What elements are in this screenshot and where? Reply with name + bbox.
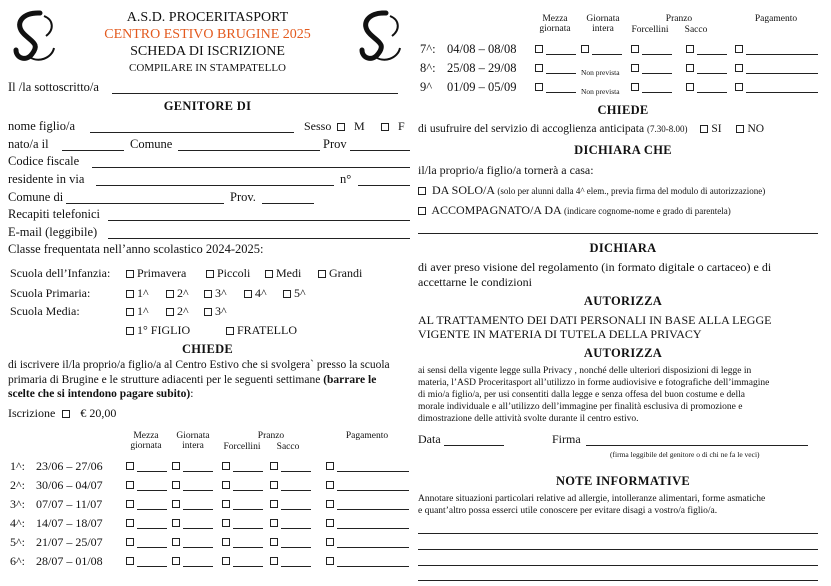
privacy-line: dimostrazione delle attività svolte durante il centro estivo. xyxy=(418,414,639,424)
org-name: A.S.D. PROCERITASPORT xyxy=(126,10,289,25)
checkbox[interactable] xyxy=(265,270,273,278)
firma-note: (firma leggibile del genitore o di chi ne fa le veci) xyxy=(610,450,760,459)
week-option-line xyxy=(281,471,311,472)
sesso-m-option[interactable]: M xyxy=(337,119,365,134)
week-option-line xyxy=(746,73,818,74)
week-option-checkbox[interactable] xyxy=(686,83,694,91)
week-option-line xyxy=(281,490,311,491)
checkbox[interactable] xyxy=(126,270,134,278)
week-option-checkbox[interactable] xyxy=(172,538,180,546)
week-row: 9^ xyxy=(420,80,433,94)
prov2-label: Prov. xyxy=(230,190,256,204)
comune-label: Comune xyxy=(130,137,173,151)
chiede-heading-right: CHIEDE xyxy=(597,103,649,117)
privacy-line: di mio/a figlio/a, per usi consentiti dalla legge e senza offesa del buon costume e della xyxy=(418,390,745,400)
week-option-line xyxy=(183,471,213,472)
week-option-line xyxy=(337,509,409,510)
week-option-checkbox[interactable] xyxy=(270,557,278,565)
infanzia-label: Scuola dell’Infanzia: xyxy=(10,266,111,280)
accompagnato-field[interactable] xyxy=(418,233,818,234)
primaria-3[interactable]: 3^ xyxy=(204,286,227,301)
week-option-line xyxy=(183,509,213,510)
week-option-line xyxy=(281,547,311,548)
comune-di-label: Comune di xyxy=(8,190,64,204)
week-dates: 01/09 – 05/09 xyxy=(447,80,517,94)
week-option-line xyxy=(183,547,213,548)
week-row: 2^: xyxy=(10,478,25,492)
media-3[interactable]: 3^ xyxy=(204,304,227,319)
week-row: 3^: xyxy=(10,497,25,511)
week-option-checkbox[interactable] xyxy=(631,83,639,91)
infanzia-piccoli[interactable]: Piccoli xyxy=(206,266,250,281)
header-sacco-right: Sacco xyxy=(684,25,708,35)
week-option-checkbox[interactable] xyxy=(631,64,639,72)
numero-field[interactable] xyxy=(358,185,410,186)
week-row: 4^: xyxy=(10,516,25,530)
media-1[interactable]: 1^ xyxy=(126,304,149,319)
week-option-checkbox[interactable] xyxy=(535,64,543,72)
header-giornata-right: Giornata intera xyxy=(586,14,620,34)
week-option-line xyxy=(642,92,672,93)
week-option-line xyxy=(137,566,167,567)
non-prevista-note: Non prevista xyxy=(581,68,620,77)
week-option-checkbox[interactable] xyxy=(126,557,134,565)
week-option-checkbox[interactable] xyxy=(326,519,334,527)
header-pagamento-right: Pagamento xyxy=(754,14,798,24)
week-option-checkbox[interactable] xyxy=(735,83,743,91)
chiede-text-line1: di iscrivere il/la proprio/a figlio/a al Centro Estivo che si svolgera` presso la scuola xyxy=(8,359,390,371)
infanzia-primavera[interactable]: Primavera xyxy=(126,266,186,281)
week-option-checkbox[interactable] xyxy=(172,462,180,470)
week-option-checkbox[interactable] xyxy=(735,45,743,53)
classe-label: Classe frequentata nell’anno scolastico 2024-2025: xyxy=(8,242,264,256)
week-option-checkbox[interactable] xyxy=(172,481,180,489)
trattamento-line1: AL TRATTAMENTO DEI DATI PERSONALI IN BASE ALLA LEGGE xyxy=(418,313,772,327)
sesso-f-checkbox[interactable] xyxy=(381,123,389,131)
sesso-f-option[interactable]: F xyxy=(381,119,405,134)
week-option-checkbox[interactable] xyxy=(126,481,134,489)
chiede-text-line3: scelte che si intendono pagare subito): xyxy=(8,388,194,400)
week-option-checkbox[interactable] xyxy=(172,557,180,565)
checkbox[interactable] xyxy=(418,187,426,195)
note-line1: Annotare situazioni particolari relative ad allergie, intolleranze alimentari, forme asmatiche xyxy=(418,494,766,504)
week-option-checkbox[interactable] xyxy=(326,462,334,470)
non-prevista-note: Non prevista xyxy=(581,87,620,96)
primo-figlio-option[interactable]: 1° FIGLIO xyxy=(126,323,190,338)
checkbox[interactable] xyxy=(166,290,174,298)
firma-field[interactable] xyxy=(586,445,808,446)
fratello-option[interactable]: FRATELLO xyxy=(226,323,297,338)
sesso-label: Sesso xyxy=(304,119,332,133)
privacy-line: materia, l’ASD Proceritasport all’utilizzo in forme audiovisive e fotografiche dell’immagine xyxy=(418,378,770,388)
codice-fiscale-label: Codice fiscale xyxy=(8,154,80,168)
checkbox[interactable] xyxy=(204,308,212,316)
week-option-checkbox[interactable] xyxy=(222,462,230,470)
da-solo-option[interactable]: DA SOLO/A (solo per alunni dalla 4^ elem., previa firma del modulo di autorizzazione) xyxy=(418,183,765,198)
week-option-checkbox[interactable] xyxy=(126,500,134,508)
week-option-line xyxy=(183,528,213,529)
checkbox[interactable] xyxy=(204,290,212,298)
primaria-5[interactable]: 5^ xyxy=(283,286,306,301)
week-option-line xyxy=(281,528,311,529)
iscrizione-row: Iscrizione € 20,00 xyxy=(8,406,117,420)
data-field[interactable] xyxy=(444,445,504,446)
week-option-line xyxy=(642,73,672,74)
week-option-checkbox[interactable] xyxy=(222,481,230,489)
accompagnato-option[interactable]: ACCOMPAGNATO/A DA (indicare cognome-nome e grado di parentela) xyxy=(418,203,731,218)
checkbox[interactable] xyxy=(318,270,326,278)
week-option-line xyxy=(183,566,213,567)
nato-field[interactable] xyxy=(62,150,124,151)
week-option-checkbox[interactable] xyxy=(535,83,543,91)
prov2-field[interactable] xyxy=(262,203,314,204)
week-option-line xyxy=(746,92,818,93)
week-option-line xyxy=(233,566,263,567)
week-dates: 28/07 – 01/08 xyxy=(36,554,103,568)
primaria-2[interactable]: 2^ xyxy=(166,286,189,301)
recapiti-label: Recapiti telefonici xyxy=(8,207,100,221)
sesso-m-checkbox[interactable] xyxy=(337,123,345,131)
week-option-checkbox[interactable] xyxy=(270,481,278,489)
header-mezza: Mezza giornata xyxy=(130,431,162,451)
week-row: 8^: xyxy=(420,61,436,75)
checkbox[interactable] xyxy=(126,327,134,335)
week-option-line xyxy=(137,490,167,491)
week-option-line xyxy=(183,490,213,491)
week-option-line xyxy=(137,528,167,529)
week-option-checkbox[interactable] xyxy=(270,500,278,508)
week-option-line xyxy=(281,566,311,567)
week-option-line xyxy=(233,547,263,548)
privacy-line: ai sensi della vigente legge sulla Privacy , nonché delle ulteriori disposizioni di legge in xyxy=(418,366,752,376)
week-option-checkbox[interactable] xyxy=(326,538,334,546)
week-option-line xyxy=(337,490,409,491)
header-sacco: Sacco xyxy=(276,442,300,452)
week-option-checkbox[interactable] xyxy=(581,45,589,53)
sottoscritto-label: Il /la sottoscritto/a xyxy=(8,80,99,94)
prov-label: Prov xyxy=(323,137,347,151)
week-option-checkbox[interactable] xyxy=(222,538,230,546)
dichiara-heading: DICHIARA xyxy=(589,241,657,255)
week-dates: 04/08 – 08/08 xyxy=(447,42,517,56)
nome-figlio-field[interactable] xyxy=(90,132,294,133)
checkbox[interactable] xyxy=(126,290,134,298)
numero-label: n° xyxy=(340,172,352,186)
week-option-line xyxy=(233,471,263,472)
checkbox[interactable] xyxy=(244,290,252,298)
week-row: 6^: xyxy=(10,554,25,568)
checkbox[interactable] xyxy=(166,308,174,316)
header-forcellini: Forcellini xyxy=(223,442,261,452)
week-option-line xyxy=(642,54,672,55)
header-pranzo-right: Pranzo xyxy=(665,14,693,24)
week-dates: 30/06 – 04/07 xyxy=(36,478,103,492)
data-label: Data xyxy=(418,432,441,446)
week-dates: 07/07 – 11/07 xyxy=(36,497,103,511)
week-option-checkbox[interactable] xyxy=(126,462,134,470)
week-option-line xyxy=(546,92,576,93)
week-option-checkbox[interactable] xyxy=(222,500,230,508)
firma-label: Firma xyxy=(552,432,581,446)
form-title: SCHEDA DI ISCRIZIONE xyxy=(130,44,285,59)
note-field[interactable] xyxy=(418,549,818,550)
week-dates: 21/07 – 25/07 xyxy=(36,535,103,549)
week-option-checkbox[interactable] xyxy=(126,519,134,527)
media-2[interactable]: 2^ xyxy=(166,304,189,319)
note-field[interactable] xyxy=(418,580,818,581)
privacy-line: morale individuale e all’utilizzo dell’immagine per finalità esclusiva di promozione e xyxy=(418,402,743,412)
week-option-line xyxy=(281,509,311,510)
week-option-checkbox[interactable] xyxy=(172,500,180,508)
media-label: Scuola Media: xyxy=(10,304,80,318)
week-option-line xyxy=(697,92,727,93)
checkbox[interactable] xyxy=(126,308,134,316)
infanzia-medi[interactable]: Medi xyxy=(265,266,301,281)
anticipata-row: di usufruire del servizio di accoglienza anticipata (7.30-8.00) SI NO xyxy=(418,123,765,135)
week-option-checkbox[interactable] xyxy=(172,519,180,527)
week-option-checkbox[interactable] xyxy=(270,538,278,546)
week-option-checkbox[interactable] xyxy=(686,45,694,53)
visione-line2: accettarne le condizioni xyxy=(418,275,532,289)
nato-label: nato/a il xyxy=(8,137,49,151)
header-giornata: Giornata intera xyxy=(176,431,210,451)
week-option-line xyxy=(137,509,167,510)
header-pagamento: Pagamento xyxy=(345,431,389,441)
nome-figlio-label: nome figlio/a xyxy=(8,119,75,133)
visione-line1: di aver preso visione del regolamento (in formato digitale o cartaceo) e di xyxy=(418,260,772,274)
camp-title: CENTRO ESTIVO BRUGINE 2025 xyxy=(104,27,311,42)
week-row: 7^: xyxy=(420,42,436,56)
tornera-label: il/la proprio/a figlio/a tornerà a casa: xyxy=(418,163,594,177)
week-option-checkbox[interactable] xyxy=(326,500,334,508)
week-option-checkbox[interactable] xyxy=(222,557,230,565)
week-option-checkbox[interactable] xyxy=(222,519,230,527)
week-option-checkbox[interactable] xyxy=(126,538,134,546)
week-option-checkbox[interactable] xyxy=(686,64,694,72)
form-instructions: COMPILARE IN STAMPATELLO xyxy=(128,62,286,74)
note-field[interactable] xyxy=(418,565,818,566)
week-option-checkbox[interactable] xyxy=(631,45,639,53)
week-option-line xyxy=(233,490,263,491)
week-option-checkbox[interactable] xyxy=(270,519,278,527)
week-option-line xyxy=(337,547,409,548)
week-option-checkbox[interactable] xyxy=(270,462,278,470)
email-label: E-mail (leggibile) xyxy=(8,225,98,239)
week-option-line xyxy=(592,54,622,55)
week-option-line xyxy=(697,54,727,55)
primaria-1[interactable]: 1^ xyxy=(126,286,149,301)
week-option-line xyxy=(137,471,167,472)
header-forcellini-right: Forcellini xyxy=(631,25,669,35)
chiede-heading-left: CHIEDE xyxy=(181,342,234,356)
week-row: 1^: xyxy=(10,459,25,473)
week-option-line xyxy=(233,509,263,510)
infanzia-grandi[interactable]: Grandi xyxy=(318,266,362,281)
week-option-checkbox[interactable] xyxy=(326,557,334,565)
checkbox[interactable] xyxy=(418,207,426,215)
genitore-di-heading: GENITORE DI xyxy=(163,99,252,113)
note-line2: e quant’altro possa esserci utile conoscere per evitare disagi a vostro/a figlio/a. xyxy=(418,506,718,516)
primaria-label: Scuola Primaria: xyxy=(10,286,91,300)
header-mezza-right: Mezza giornata xyxy=(539,14,571,34)
iscrizione-checkbox[interactable] xyxy=(62,410,70,418)
no-checkbox[interactable] xyxy=(736,125,744,133)
comune-field[interactable] xyxy=(178,150,320,151)
dichiara-che-heading: DICHIARA CHE xyxy=(574,143,672,157)
week-option-line xyxy=(337,471,409,472)
residente-field[interactable] xyxy=(96,185,334,186)
week-option-line xyxy=(233,528,263,529)
week-option-line xyxy=(137,547,167,548)
checkbox[interactable] xyxy=(206,270,214,278)
autorizza-heading: AUTORIZZA xyxy=(583,294,663,308)
sottoscritto-field[interactable] xyxy=(112,93,398,94)
week-option-line xyxy=(546,73,576,74)
week-option-checkbox[interactable] xyxy=(735,64,743,72)
primaria-4[interactable]: 4^ xyxy=(244,286,267,301)
week-option-line xyxy=(546,54,576,55)
note-heading: NOTE INFORMATIVE xyxy=(555,474,691,488)
note-field[interactable] xyxy=(418,533,818,534)
week-dates: 23/06 – 27/06 xyxy=(36,459,103,473)
codice-fiscale-field[interactable] xyxy=(92,167,410,168)
week-option-checkbox[interactable] xyxy=(535,45,543,53)
prov-field[interactable] xyxy=(350,150,410,151)
comune-di-field[interactable] xyxy=(66,203,224,204)
trattamento-line2: VIGENTE IN MATERIA DI TUTELA DELLA PRIVACY xyxy=(418,327,702,341)
residente-label: residente in via xyxy=(8,172,85,186)
week-option-line xyxy=(697,73,727,74)
week-dates: 14/07 – 18/07 xyxy=(36,516,103,530)
recapiti-field[interactable] xyxy=(108,220,410,221)
week-option-line xyxy=(746,54,818,55)
week-option-checkbox[interactable] xyxy=(326,481,334,489)
week-dates: 25/08 – 29/08 xyxy=(447,61,517,75)
header-pranzo: Pranzo xyxy=(257,431,285,441)
checkbox[interactable] xyxy=(226,327,234,335)
week-option-line xyxy=(337,566,409,567)
chiede-text-line2: primaria di Brugine e le strutture adiacenti per le seguenti settimane (barrare le xyxy=(8,374,377,386)
autorizza2-heading: AUTORIZZA xyxy=(583,346,663,360)
si-checkbox[interactable] xyxy=(700,125,708,133)
week-option-line xyxy=(337,528,409,529)
week-row: 5^: xyxy=(10,535,25,549)
email-field[interactable] xyxy=(108,238,410,239)
checkbox[interactable] xyxy=(283,290,291,298)
